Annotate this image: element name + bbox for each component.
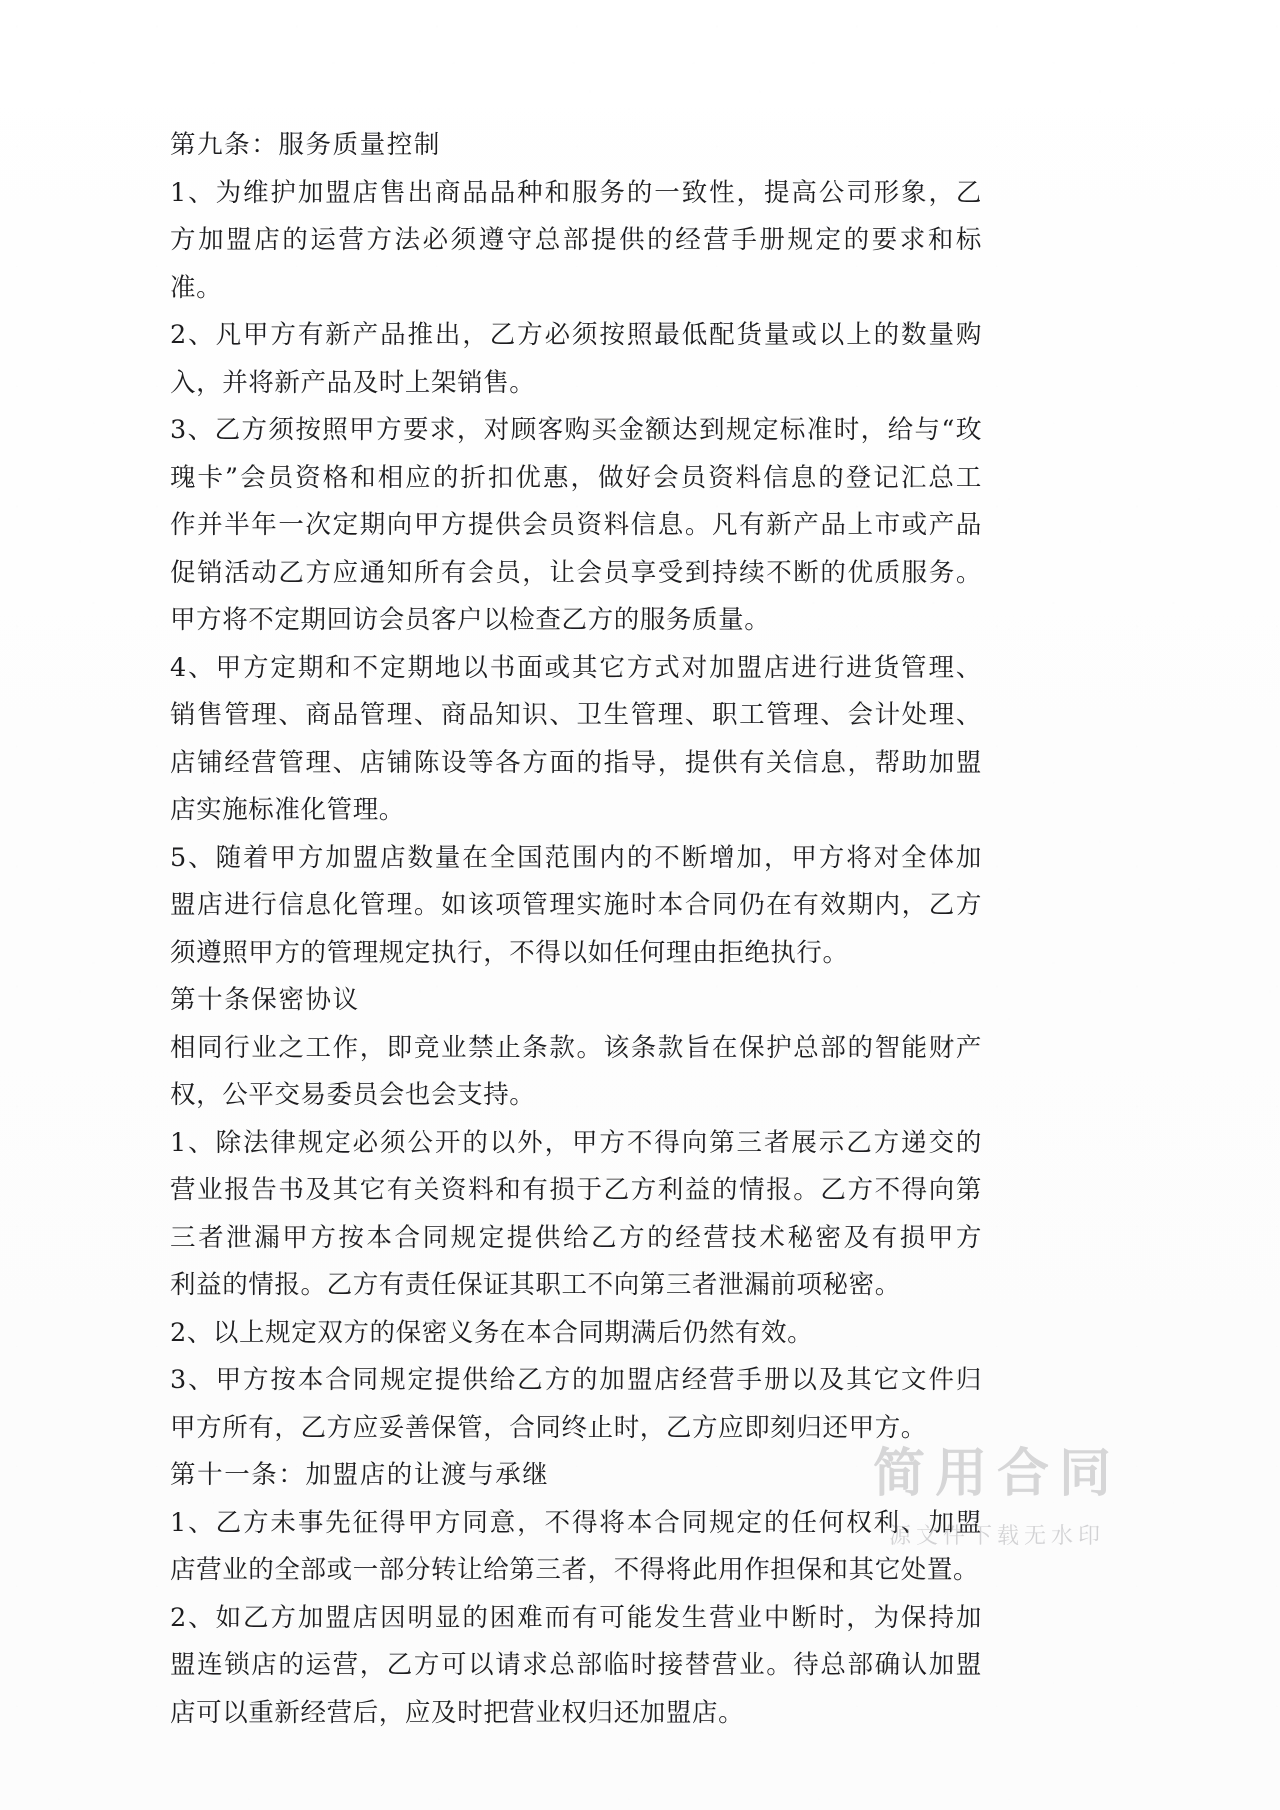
body-line: 三者泄漏甲方按本合同规定提供给乙方的经营技术秘密及有损甲方 bbox=[170, 1222, 982, 1253]
body-line: 权，公平交易委员会也会支持。 bbox=[170, 1080, 536, 1110]
body-line: 盟店进行信息化管理。如该项管理实施时本合同仍在有效期内，乙方 bbox=[170, 890, 982, 920]
body-line: 3、乙方须按照甲方要求，对顾客购买金额达到规定标准时，给与“玫 bbox=[170, 415, 982, 445]
body-line: 1、除法律规定必须公开的以外，甲方不得向第三者展示乙方递交的 bbox=[170, 1127, 982, 1158]
body-line: 瑰卡”会员资格和相应的折扣优惠，做好会员资料信息的登记汇总工 bbox=[170, 462, 982, 493]
body-line: 2、以上规定双方的保密义务在本合同期满后仍然有效。 bbox=[170, 1317, 814, 1348]
watermark-note: 源文件下载无水印 bbox=[888, 1524, 1105, 1549]
body-line: 盟连锁店的运营，乙方可以请求总部临时接替营业。待总部确认加盟 bbox=[170, 1650, 982, 1680]
body-line: 须遵照甲方的管理规定执行，不得以如任何理由拒绝执行。 bbox=[170, 937, 849, 968]
body-line: 5、随着甲方加盟店数量在全国范围内的不断增加，甲方将对全体加 bbox=[170, 842, 982, 873]
body-line: 甲方将不定期回访会员客户以检查乙方的服务质量。 bbox=[170, 605, 771, 635]
body-line: 销售管理、商品管理、商品知识、卫生管理、职工管理、会计处理、 bbox=[170, 700, 982, 730]
body-line: 利益的情报。乙方有责任保证其职工不向第三者泄漏前项秘密。 bbox=[170, 1270, 901, 1300]
body-line: 3、甲方按本合同规定提供给乙方的加盟店经营手册以及其它文件归 bbox=[170, 1365, 982, 1395]
body-line: 2、凡甲方有新产品推出，乙方必须按照最低配货量或以上的数量购 bbox=[170, 320, 982, 350]
body-line: 店可以重新经营后，应及时把营业权归还加盟店。 bbox=[170, 1697, 745, 1728]
body-line: 店实施标准化管理。 bbox=[170, 795, 405, 825]
body-line: 相同行业之工作，即竞业禁止条款。该条款旨在保护总部的智能财产 bbox=[170, 1032, 982, 1063]
body-line: 营业报告书及其它有关资料和有损于乙方利益的情报。乙方不得向第 bbox=[170, 1175, 982, 1205]
body-line: 1、为维护加盟店售出商品品种和服务的一致性，提高公司形象，乙 bbox=[170, 177, 982, 208]
document-body bbox=[170, 122, 982, 1737]
body-line: 方加盟店的运营方法必须遵守总部提供的经营手册规定的要求和标 bbox=[170, 225, 982, 255]
body-line: 店铺经营管理、店铺陈设等各方面的指导，提供有关信息，帮助加盟 bbox=[170, 747, 982, 778]
body-line: 入，并将新产品及时上架销售。 bbox=[170, 367, 536, 398]
body-line: 甲方所有，乙方应妥善保管，合同终止时，乙方应即刻归还甲方。 bbox=[170, 1412, 927, 1443]
body-line: 4、甲方定期和不定期地以书面或其它方式对加盟店进行进货管理、 bbox=[170, 652, 982, 683]
section-heading: 第十条保密协议 bbox=[170, 985, 360, 1015]
body-line: 2、如乙方加盟店因明显的困难而有可能发生营业中断时，为保持加 bbox=[170, 1602, 982, 1633]
body-line: 作并半年一次定期向甲方提供会员资料信息。凡有新产品上市或产品 bbox=[170, 510, 982, 540]
body-line: 1、乙方未事先征得甲方同意，不得将本合同规定的任何权利、加盟 bbox=[170, 1507, 982, 1538]
section-heading: 第九条：服务质量控制 bbox=[170, 130, 442, 160]
watermark-brand: 简用合同 bbox=[872, 1443, 1121, 1504]
body-line: 准。 bbox=[170, 272, 223, 303]
body-line: 店营业的全部或一部分转让给第三者，不得将此用作担保和其它处置。 bbox=[170, 1555, 980, 1585]
body-line: 促销活动乙方应通知所有会员，让会员享受到持续不断的优质服务。 bbox=[170, 557, 982, 588]
section-heading: 第十一条：加盟店的让渡与承继 bbox=[170, 1460, 550, 1490]
